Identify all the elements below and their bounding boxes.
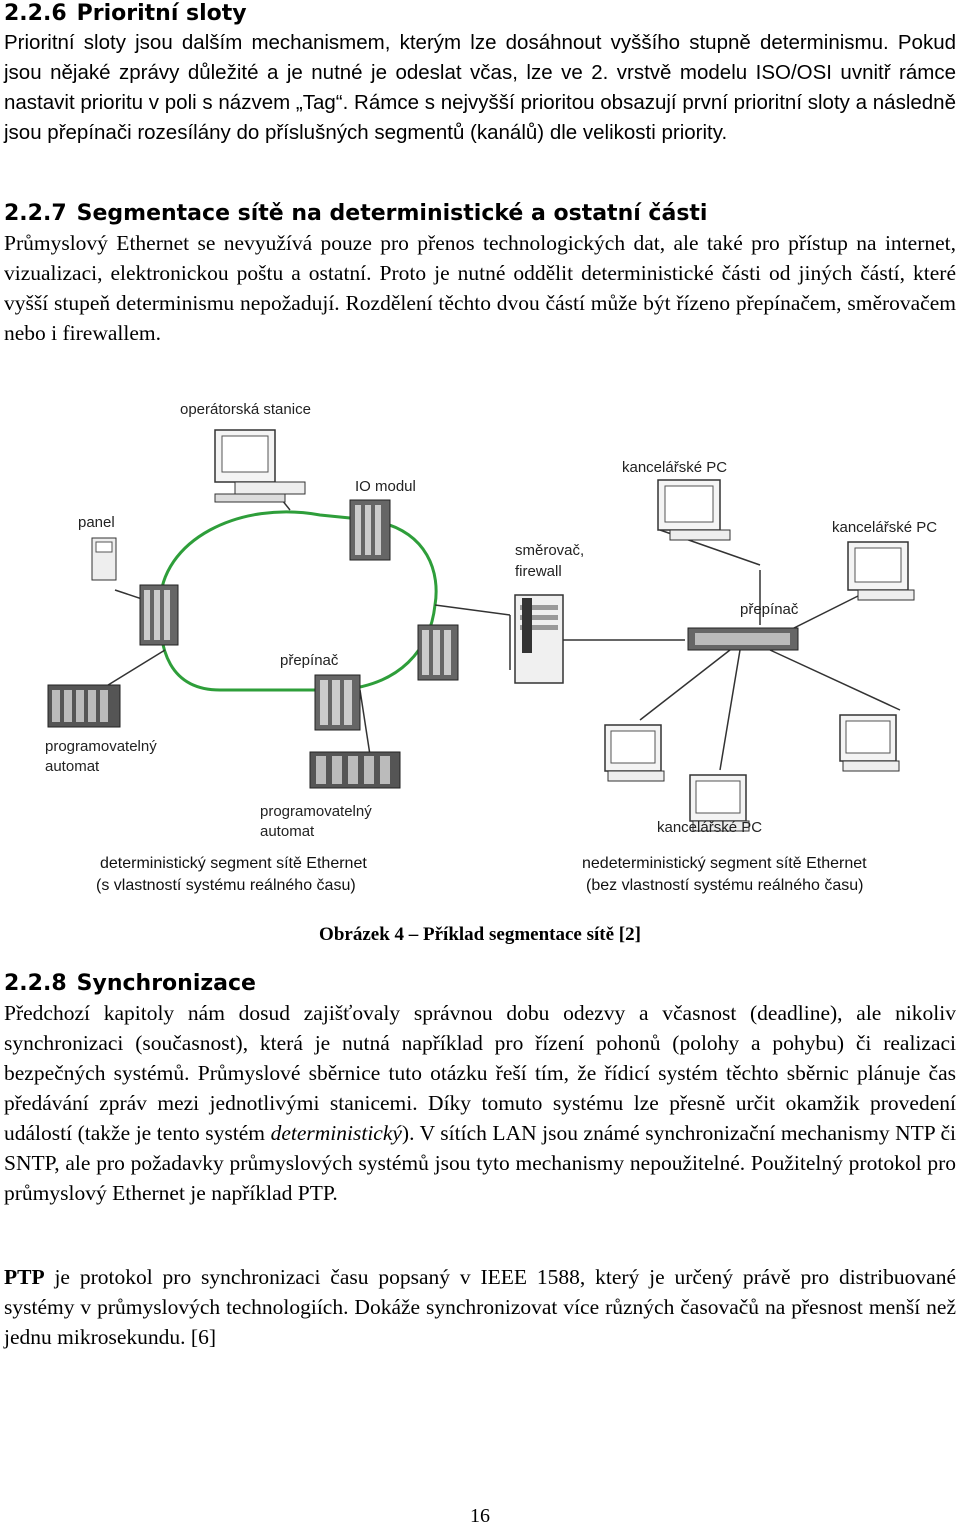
label-det-segment-1: deterministický segment sítě Ethernet — [100, 855, 367, 872]
section-title: Synchronizace — [76, 971, 256, 996]
panel-icon — [92, 538, 116, 580]
right-switch-icon — [688, 628, 798, 650]
section-heading — [4, 200, 956, 228]
section-heading — [4, 970, 956, 998]
plc-bottom-icon — [310, 752, 400, 788]
label-office-pc-right: kancelářské PC — [832, 519, 938, 536]
label-router-2: firewall — [515, 563, 562, 580]
label-plc-bottom-2: automat — [260, 823, 315, 840]
section-title: Segmentace sítě na deterministické a ostatní části — [76, 201, 708, 226]
ptp-paragraph — [4, 1262, 956, 1352]
label-switch-right: přepínač — [740, 601, 799, 618]
label-nondet-segment-2: (bez vlastností systému reálného času) — [586, 877, 864, 894]
section-number: 2.2.8 — [4, 971, 67, 996]
label-nondet-segment-1: nedeterministický segment sítě Ethernet — [582, 855, 867, 872]
label-plc-bottom-1: programovatelný — [260, 803, 372, 820]
paragraph-text: Předchozí kapitoly nám dosud zajišťovaly správnou dobu odezvy a včasnost (deadline), ale nikoliv synchronizaci (současnost), která je nutná například pro řízení pohonů (polohy a pohybu) či realizaci bezpečných systémů. Průmyslové sběrnice tuto otázku řeší tím, že řídicí systém těchto sběrnic plánuje čas předávání zpráv mezi jednotlivými stanicemi. Díky tomuto systému lze přesně určit okamžik provedení událostí (takže je tento systém — [4, 1001, 956, 1145]
section-segmentace — [4, 200, 956, 348]
label-router-1: směrovač, — [515, 542, 585, 559]
section-prioritni-sloty — [4, 0, 956, 148]
label-det-segment-2: (s vlastností systému reálného času) — [96, 877, 356, 894]
center-switch-icon — [315, 675, 360, 730]
network-diagram — [40, 390, 938, 900]
figure-caption: Obrázek 4 – Příklad segmentace sítě [2] — [319, 924, 641, 945]
office-pc-bottom-3-icon — [840, 715, 899, 771]
section-paragraph: Průmyslový Ethernet se nevyužívá pouze pro přenos technologických dat, ale také pro přístup na internet, vizualizaci, elektronickou poštu a ostatní. Proto je nutné oddělit deterministické části od jiných částí, které vyšší stupeň determinismu nepožadují. Rozdělení těchto dvou částí může být řízeno přepínačem, směrovačem nebo i firewallem. — [4, 231, 956, 345]
page-number: 16 — [470, 1505, 490, 1527]
section-number: 2.2.6 — [4, 1, 67, 26]
label-panel: panel — [78, 514, 115, 531]
paragraph-text-cont: ). V sítích LAN jsou známé synchronizační mechanismy NTP či SNTP, ale pro požadavky průmyslových systémů jsou tyto mechanismy nepoužitelné. Použitelný protokol pro průmyslový Ethernet je například PTP. — [4, 1121, 957, 1205]
label-office-pc-top: kancelářské PC — [622, 459, 728, 476]
ptp-term: PTP — [4, 1265, 45, 1289]
label-office-pc-bottom: kancelářské PC — [657, 819, 763, 836]
label-io-module: IO modul — [355, 478, 416, 495]
label-switch-center: přepínač — [280, 652, 339, 669]
label-plc-left-1: programovatelný — [45, 738, 157, 755]
section-number: 2.2.7 — [4, 201, 67, 226]
operator-station-icon — [215, 430, 305, 502]
left-switch-icon — [140, 585, 178, 645]
office-pc-top-icon — [658, 480, 730, 540]
italic-term: deterministický — [270, 1121, 402, 1145]
office-pc-right-icon — [848, 542, 914, 600]
plc-left-icon — [48, 685, 120, 727]
ring-switch-icon — [418, 625, 458, 680]
section-title: Prioritní sloty — [76, 1, 247, 26]
section-paragraph: Prioritní sloty jsou dalším mechanismem, kterým lze dosáhnout vyššího stupně determinismu. Pokud jsou nějaké zprávy důležité a je nutné je odeslat včas, lze ve 2. vrstvě modelu ISO/OSI uvnitř rámce nastavit prioritu v poli s názvem „Tag“. Rámce s nejvyšší prioritou obsazují první prioritní sloty a následně jsou přepínači rozesílány do příslušných segmentů (kanálů) dle velikosti priority. — [4, 31, 956, 144]
section-paragraph — [4, 1262, 956, 1352]
network-segmentation-figure — [40, 390, 938, 900]
office-pc-bottom-1-icon — [605, 725, 664, 781]
label-operator-station: operátorská stanice — [180, 401, 311, 418]
section-synchronizace — [4, 970, 956, 1208]
ptp-text: je protokol pro synchronizaci času popsaný v IEEE 1588, který je určený právě pro distribuované systémy v průmyslových technologiích. Dokáže synchronizovat více různých časovačů na přesnost menší než jednu mikrosekundu. [6] — [4, 1265, 956, 1349]
label-plc-left-2: automat — [45, 758, 100, 775]
section-paragraph — [4, 998, 956, 1208]
section-heading — [4, 0, 956, 28]
io-module-icon — [350, 500, 390, 560]
router-firewall-icon — [515, 595, 563, 683]
